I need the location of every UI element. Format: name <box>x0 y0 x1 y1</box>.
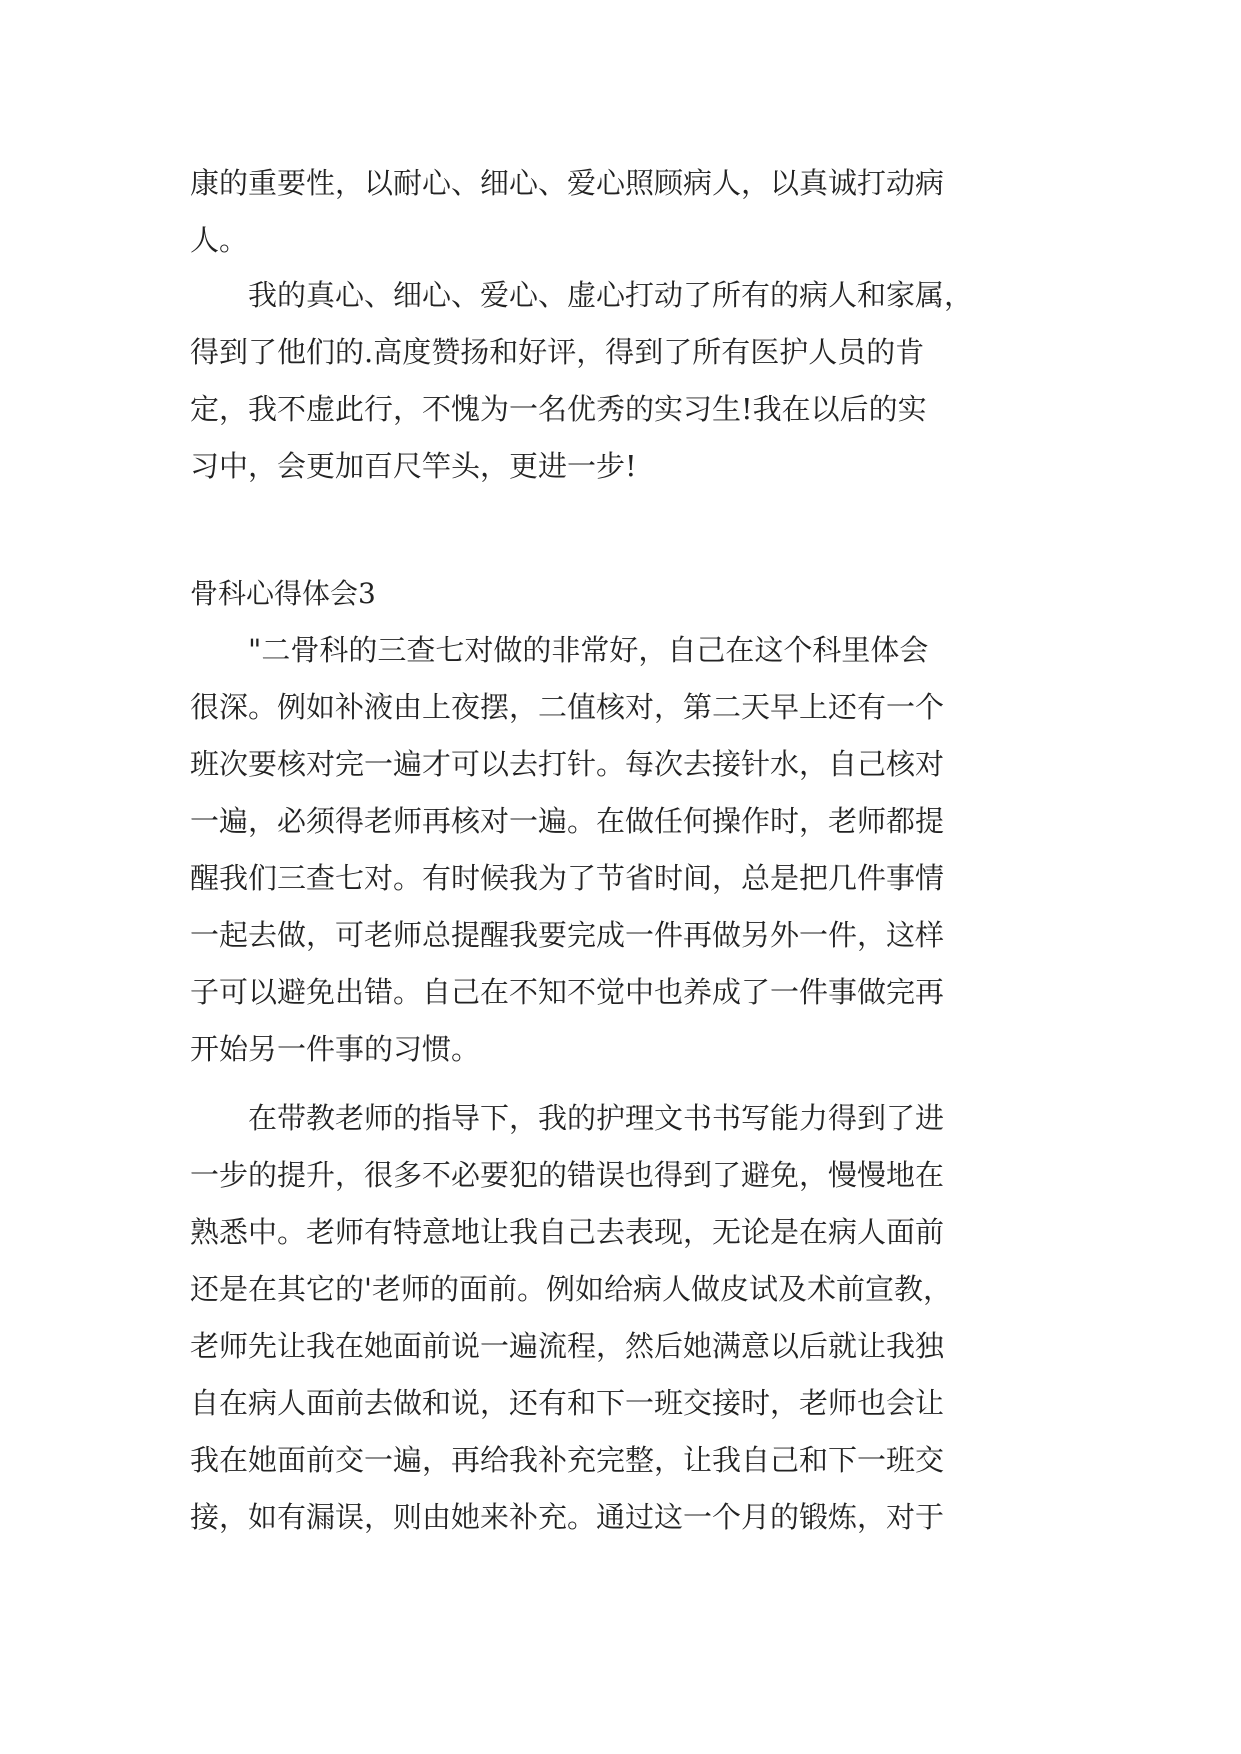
text-line: 得到了他们的.高度赞扬和好评，得到了所有医护人员的肯 <box>190 335 925 369</box>
text-line: 定，我不虚此行，不愧为一名优秀的实习生!我在以后的实 <box>190 392 927 426</box>
paragraph-2 <box>190 622 1050 1078</box>
text-line: 习中，会更加百尺竿头，更进一步! <box>190 449 637 483</box>
text-line: 子可以避免出错。自己在不知不觉中也养成了一件事做完再 <box>190 975 945 1009</box>
paragraph-1 <box>190 267 1050 495</box>
text-line: 人。 <box>190 223 249 257</box>
text-line: 我在她面前交一遍，再给我补充完整，让我自己和下一班交 <box>190 1443 945 1477</box>
text-line: 接，如有漏误，则由她来补充。通过这一个月的锻炼，对于 <box>190 1500 945 1534</box>
text-line: 一步的提升，很多不必要犯的错误也得到了避免，慢慢地在 <box>190 1158 945 1192</box>
section-heading: 骨科心得体会3 <box>190 577 376 610</box>
text-line: 自在病人面前去做和说，还有和下一班交接时，老师也会让 <box>190 1386 945 1420</box>
text-line: 一遍，必须得老师再核对一遍。在做任何操作时，老师都提 <box>190 804 945 838</box>
text-line: 康的重要性，以耐心、细心、爱心照顾病人，以真诚打动病 <box>190 166 945 200</box>
continuation-paragraph <box>190 155 1050 269</box>
text-line: 醒我们三查七对。有时候我为了节省时间，总是把几件事情 <box>190 861 945 895</box>
text-line: 一起去做，可老师总提醒我要完成一件再做另外一件，这样 <box>190 918 945 952</box>
text-line: 班次要核对完一遍才可以去打针。每次去接针水，自己核对 <box>190 747 945 781</box>
text-line: 很深。例如补液由上夜摆，二值核对，第二天早上还有一个 <box>190 690 945 724</box>
text-line: 还是在其它的'老师的面前。例如给病人做皮试及术前宣教， <box>190 1272 952 1306</box>
text-line: 熟悉中。老师有特意地让我自己去表现，无论是在病人面前 <box>190 1215 945 1249</box>
paragraph-3 <box>190 1090 1050 1546</box>
text-line: 开始另一件事的习惯。 <box>190 1032 481 1066</box>
text-line: 老师先让我在她面前说一遍流程，然后她满意以后就让我独 <box>190 1329 945 1363</box>
text-line: 我的真心、细心、爱心、虚心打动了所有的病人和家属， <box>190 278 974 312</box>
text-line: "二骨科的三查七对做的非常好，自己在这个科里体会 <box>190 633 929 667</box>
text-line: 在带教老师的指导下，我的护理文书书写能力得到了进 <box>190 1101 945 1135</box>
